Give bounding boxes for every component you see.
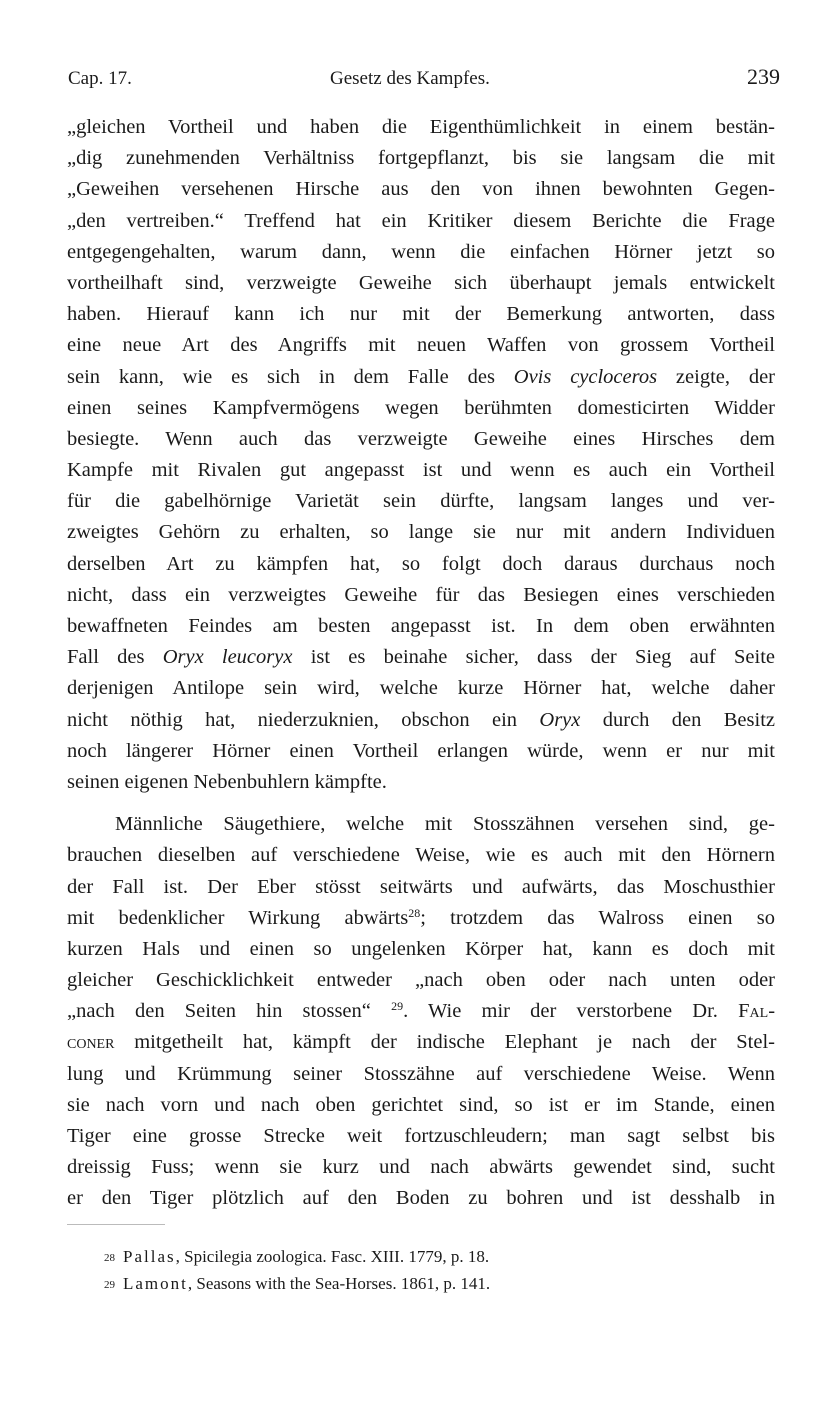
text-line: noch längerer Hörner einen Vortheil erlangen würde, wenn er nur mit xyxy=(67,739,775,762)
paragraph-1 xyxy=(67,112,775,798)
footnote-author: Pallas xyxy=(123,1247,176,1266)
footnote-divider xyxy=(67,1224,165,1225)
person-name: Fal- xyxy=(738,1000,776,1023)
text-line xyxy=(67,996,775,1027)
footnote-author: Lamont xyxy=(123,1274,188,1293)
text-segment: ; trotzdem das Walross einen so xyxy=(420,906,775,929)
text-line: brauchen dieselben auf verschiedene Weise, wie es auch mit den Hörnern xyxy=(67,844,775,867)
footnote-number: 29 xyxy=(104,1279,115,1291)
footnote-ref: 29 xyxy=(391,999,404,1014)
text-line: „den vertreiben.“ Treffend hat ein Kritiker diesem Berichte die Frage xyxy=(67,209,775,232)
footnote-text: , Seasons with the Sea-Horses. 1861, p. 141. xyxy=(187,1274,491,1293)
text-segment: „nach den Seiten hin stossen“ xyxy=(67,1000,371,1023)
footnote-text: , Spicilegia zoologica. Fasc. XIII. 1779, p. 18. xyxy=(175,1247,490,1266)
species-name: Oryx leucoryx xyxy=(162,646,293,669)
running-title: Gesetz des Kampfes. xyxy=(330,68,490,89)
text-segment: mit bedenklicher Wirkung abwärts xyxy=(67,906,409,929)
text-line: Kampfe mit Rivalen gut angepasst ist und wenn es auch ein Vortheil xyxy=(67,459,775,482)
chapter-label: Cap. 17. xyxy=(68,68,132,89)
text-line: Tiger eine grosse Strecke weit fortzuschleudern; man sagt selbst bis xyxy=(67,1125,775,1147)
text-line: zweigtes Gehörn zu erhalten, so lange sie nur mit andern Individuen xyxy=(67,521,775,544)
paragraph-2 xyxy=(67,809,775,1214)
text-line: gleicher Geschicklichkeit entweder „nach oben oder nach unten oder xyxy=(67,969,775,992)
text-line: seinen eigenen Nebenbuhlern kämpfte. xyxy=(67,770,387,793)
text-line xyxy=(67,1027,775,1058)
text-line: für die gabelhörnige Varietät sein dürfte, langsam langes und ver- xyxy=(67,490,775,513)
text-line: bewaffneten Feindes am besten angepasst ist. In dem oben erwähnten xyxy=(67,615,775,637)
footnote-ref: 28 xyxy=(408,905,421,920)
text-segment: sein kann, wie es sich in dem Falle des xyxy=(67,365,495,388)
text-line: Männliche Säugethiere, welche mit Stosszähnen versehen sind, ge- xyxy=(115,813,775,836)
species-name: Ovis cycloceros xyxy=(513,365,658,388)
text-line xyxy=(67,705,775,736)
person-name: coner xyxy=(67,1031,115,1054)
text-line: kurzen Hals und einen so ungelenken Körper hat, kann es doch mit xyxy=(67,937,775,960)
text-line: dreissig Fuss; wenn sie kurz und nach abwärts gewendet sind, sucht xyxy=(67,1156,775,1179)
text-line: vortheilhaft sind, verzweigte Geweihe sich überhaupt jemals entwickelt xyxy=(67,271,775,294)
species-name: Oryx xyxy=(539,708,581,731)
text-line: haben. Hierauf kann ich nur mit der Bemerkung antworten, dass xyxy=(67,303,775,326)
text-line xyxy=(67,642,775,673)
text-line: nicht, dass ein verzweigtes Geweihe für das Besiegen eines verschieden xyxy=(67,583,775,606)
footnotes xyxy=(104,1243,490,1297)
text-line: er den Tiger plötzlich auf den Boden zu bohren und ist desshalb in xyxy=(67,1187,775,1210)
text-segment: mitgetheilt hat, kämpft der indische Elephant je nach der Stel- xyxy=(134,1031,776,1054)
text-segment: . Wie mir der verstorbene Dr. xyxy=(403,1000,718,1023)
text-line: „Geweihen versehenen Hirsche aus den von ihnen bewohnten Gegen- xyxy=(67,178,775,201)
footnote xyxy=(104,1243,490,1270)
footnote xyxy=(104,1270,490,1297)
text-line: einen seines Kampfvermögens wegen berühmten domesticirten Widder xyxy=(67,396,775,419)
text-segment: nicht nöthig hat, niederzuknien, obschon ein xyxy=(67,708,518,731)
text-line xyxy=(67,903,775,934)
text-line: derjenigen Antilope sein wird, welche kurze Hörner hat, welche daher xyxy=(67,677,775,700)
text-line: „dig zunehmenden Verhältniss fortgepflanzt, bis sie langsam die mit xyxy=(67,147,775,170)
text-line xyxy=(67,362,775,393)
text-segment: zeigte, der xyxy=(675,365,775,388)
page-body xyxy=(67,112,775,1215)
text-segment: Fall des xyxy=(67,646,145,669)
running-header xyxy=(68,64,780,94)
text-line: sie nach vorn und nach oben gerichtet sind, so ist er im Stande, einen xyxy=(67,1093,775,1116)
footnote-number: 28 xyxy=(104,1252,115,1264)
text-segment: durch den Besitz xyxy=(602,708,776,731)
text-line: eine neue Art des Angriffs mit neuen Waffen von grossem Vortheil xyxy=(67,334,775,357)
text-line: „gleichen Vortheil und haben die Eigenthümlichkeit in einem bestän- xyxy=(67,116,775,138)
text-line: besiegte. Wenn auch das verzweigte Geweihe eines Hirsches dem xyxy=(67,427,775,450)
text-line: entgegengehalten, warum dann, wenn die einfachen Hörner jetzt so xyxy=(67,240,775,263)
text-line: lung und Krümmung seiner Stosszähne auf verschiedene Weise. Wenn xyxy=(67,1062,775,1085)
page-number: 239 xyxy=(747,64,780,89)
text-segment: ist es beinahe sicher, dass der Sieg auf Seite xyxy=(310,646,776,669)
text-line: der Fall ist. Der Eber stösst seitwärts und aufwärts, das Moschusthier xyxy=(67,875,775,898)
text-line: derselben Art zu kämpfen hat, so folgt doch daraus durchaus noch xyxy=(67,552,775,575)
